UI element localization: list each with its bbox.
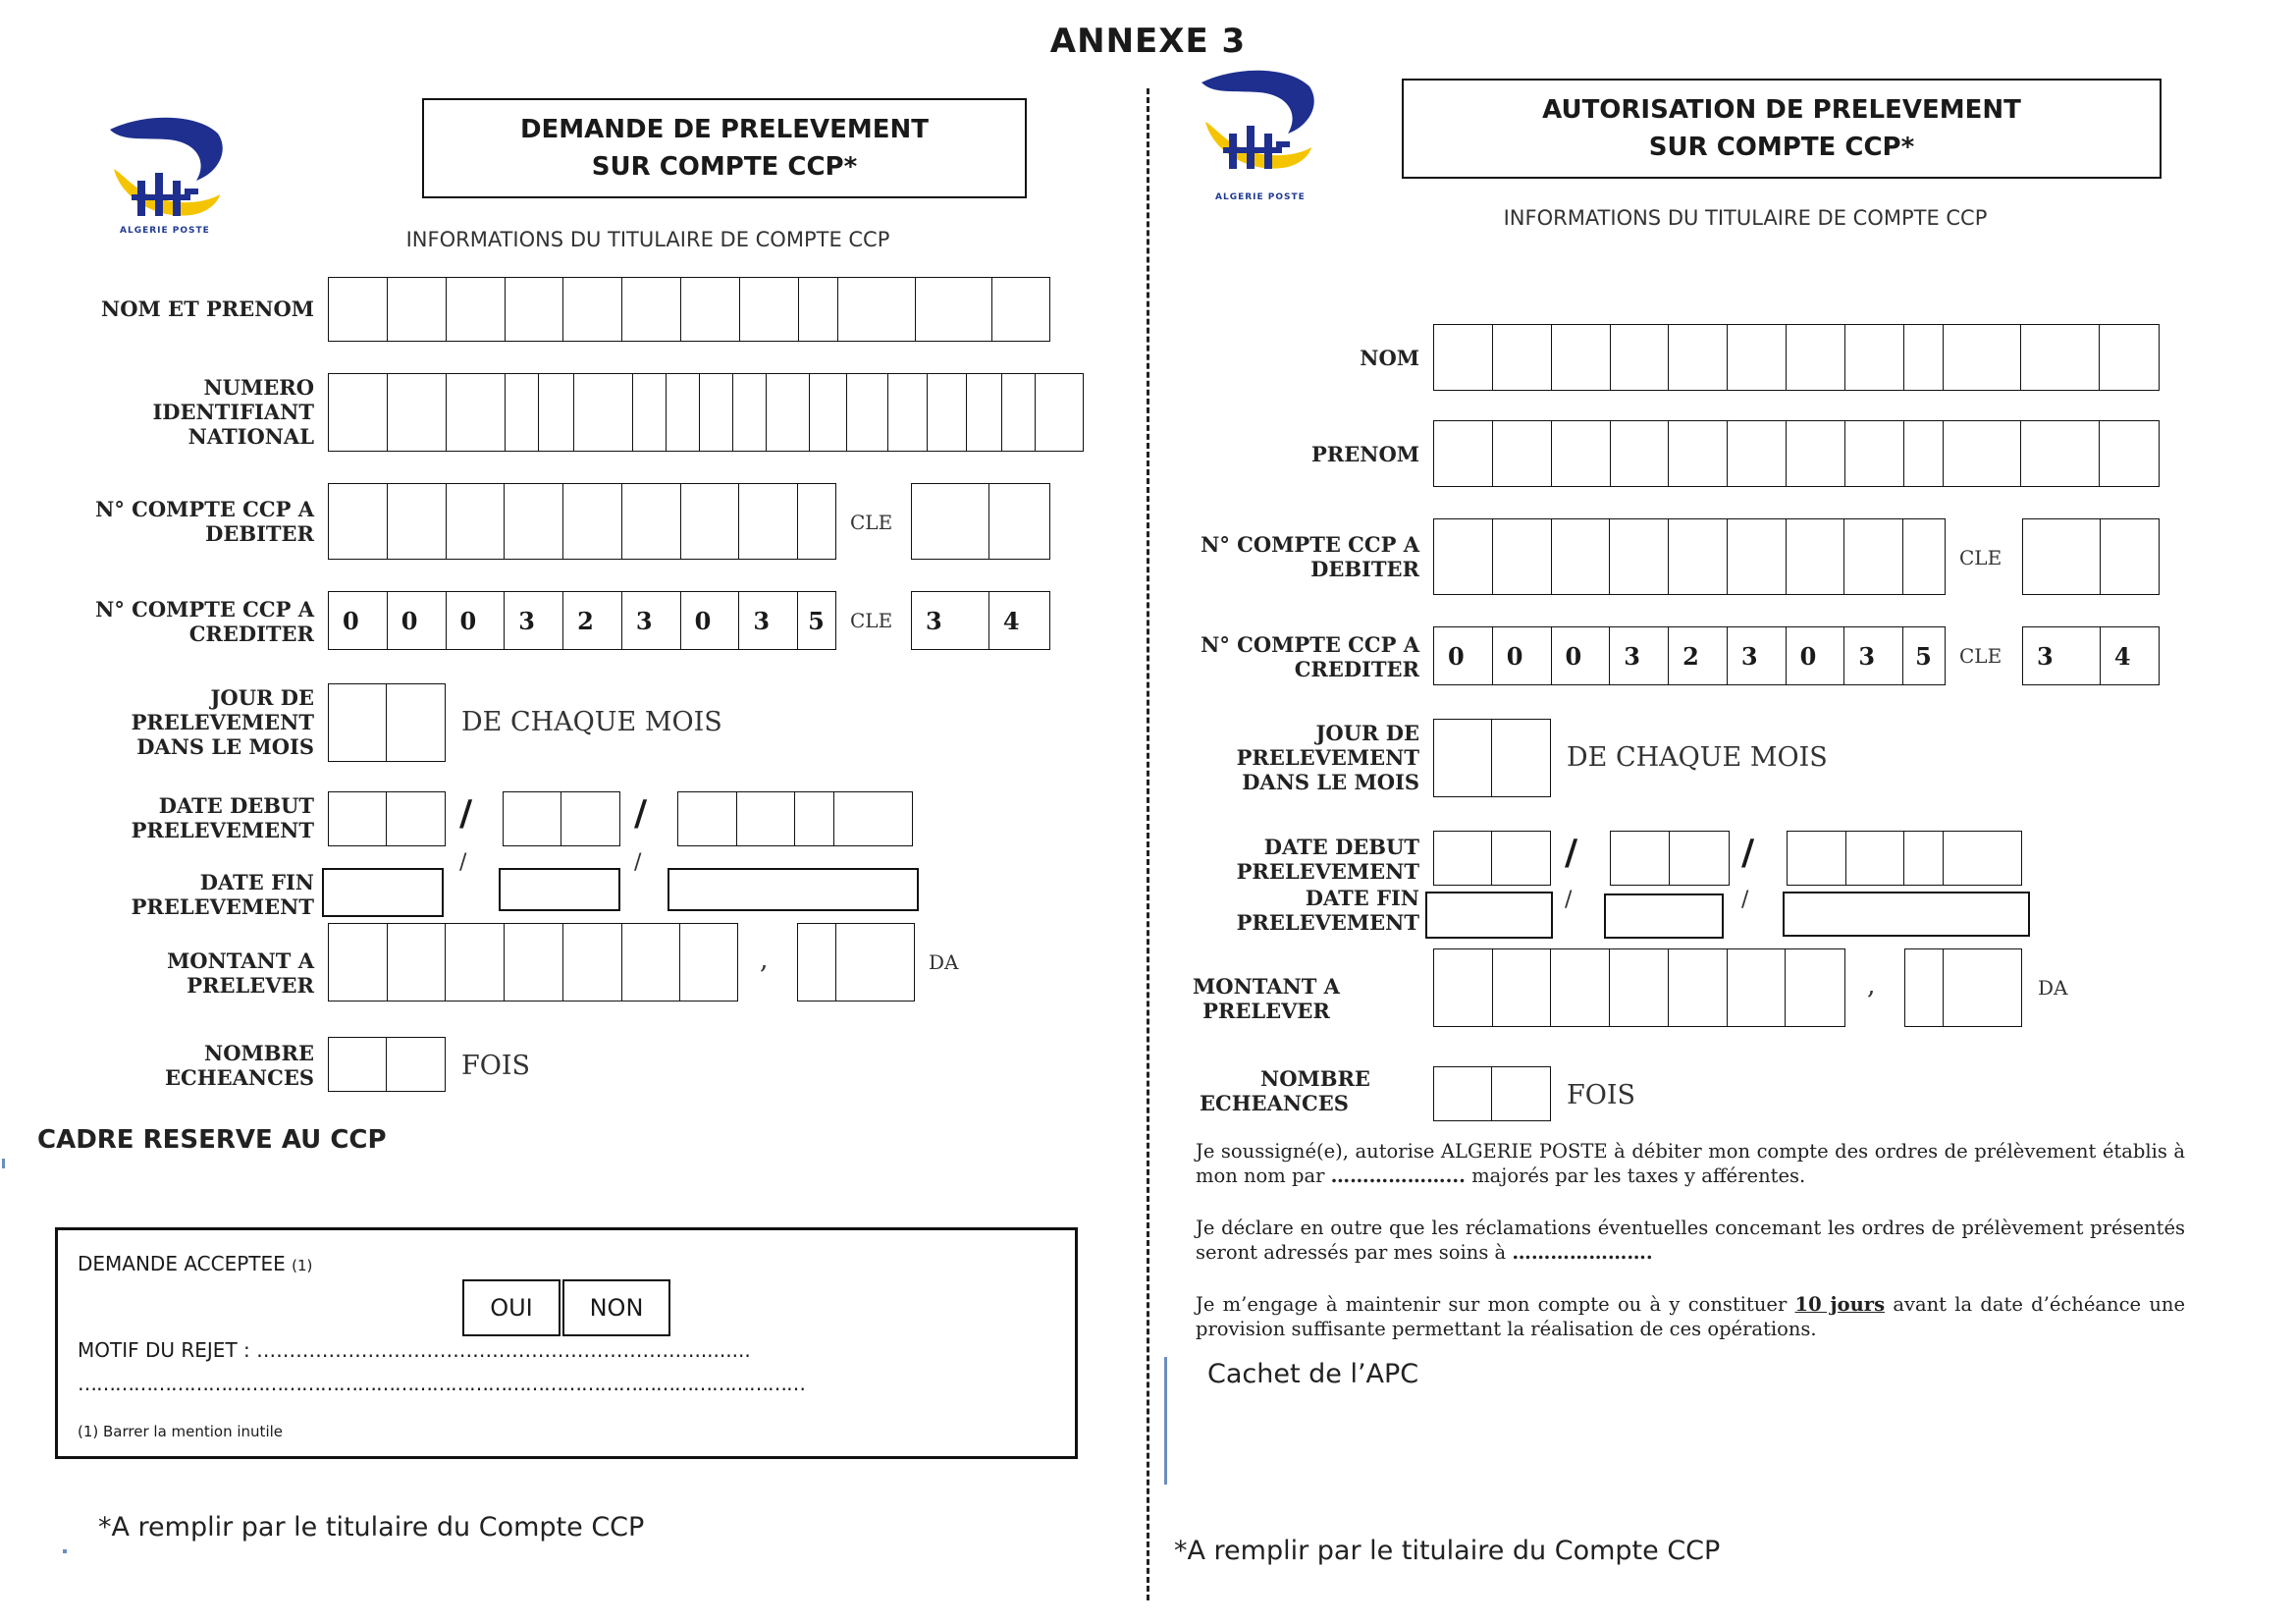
date-separator: / (1565, 833, 1578, 873)
montant-cents-field[interactable] (1904, 948, 2022, 1027)
label-nombre-line1: NOMBRE (204, 1041, 314, 1065)
credit-digit: 3 (739, 592, 798, 649)
label-montant-line2: PRELEVER (187, 973, 314, 998)
page-title: ANNEXE 3 (1049, 22, 1247, 61)
label-jour-line1: JOUR DE (210, 685, 314, 710)
label-nin (20, 375, 314, 449)
right-form-title (1402, 79, 2162, 179)
label-nombre-line2: ECHEANCES (1200, 1091, 1349, 1115)
note-reference: (1) (292, 1257, 313, 1274)
credit-digit: 3 (1610, 627, 1669, 684)
label-debit-line2: DEBITER (1310, 557, 1419, 581)
para1-text: Je soussigné(e), autorise ALGERIE POSTE à débiter mon compte des ordres de prélèvement établis à mon nom par (1196, 1140, 2185, 1187)
right-footnote: *A remplir par le titulaire du Compte CCP (1174, 1536, 1721, 1566)
decimal-comma: , (1867, 970, 1876, 1001)
label-debit-line1: N° COMPTE CCP A (95, 497, 314, 521)
right-title-line1: AUTORISATION DE PRELEVEMENT (1542, 95, 2021, 125)
cadre-reserve-heading: CADRE RESERVE AU CCP (37, 1125, 387, 1155)
cle-label-credit: CLE (850, 609, 893, 632)
cle-label-debit: CLE (850, 511, 893, 534)
demande-acceptee-label (78, 1252, 312, 1275)
credit-digit: 0 (1552, 627, 1611, 684)
label-montant (20, 948, 314, 998)
label-fin-line2: PRELEVEMENT (131, 894, 314, 919)
date-separator: / (1741, 833, 1755, 873)
para2-fill-dots: …………………. (1512, 1241, 1653, 1264)
label-jour-line3: DANS LE MOIS (1242, 770, 1419, 794)
date-debut-day-field[interactable] (1433, 831, 1551, 886)
nin-field[interactable] (328, 373, 1084, 452)
date-fin-month-field[interactable] (1604, 893, 1724, 939)
montant-field[interactable] (328, 923, 738, 1001)
margin-mark (63, 1549, 67, 1553)
date-debut-year-field[interactable] (1787, 831, 2022, 886)
cachet-apc-label: Cachet de l’APC (1207, 1359, 1419, 1389)
label-jour-line2: PRELEVEMENT (1236, 745, 1419, 770)
motif-rejet-line2[interactable]: ……………………………………………………………………………………………………… (78, 1372, 805, 1395)
label-fin-line2: PRELEVEMENT (1236, 910, 1419, 935)
label-nombre-echeances (20, 1041, 314, 1090)
algerie-poste-logo (1194, 65, 1321, 202)
credit-digit: 0 (1493, 627, 1552, 684)
cle-label-debit: CLE (1959, 546, 2002, 569)
label-debit-line1: N° COMPTE CCP A (1201, 532, 1419, 557)
logo-wordmark: ALGERIE POSTE (120, 226, 210, 236)
label-date-debut (1129, 835, 1419, 884)
de-chaque-mois-text: DE CHAQUE MOIS (461, 707, 722, 737)
label-debut-line2: PRELEVEMENT (131, 818, 314, 842)
compte-debiter-field[interactable] (1433, 518, 1946, 595)
label-debut-line1: DATE DEBUT (158, 793, 314, 818)
credit-digit: 2 (1669, 627, 1728, 684)
authorization-paragraph (1196, 1139, 2185, 1188)
date-fin-day-field[interactable] (1425, 892, 1553, 939)
right-title-line2: SUR COMPTE CCP* (1648, 133, 1915, 162)
label-nin-line2: IDENTIFIANT (152, 400, 314, 424)
label-jour-line2: PRELEVEMENT (131, 710, 314, 734)
right-subtitle: INFORMATIONS DU TITULAIRE DE COMPTE CCP (1503, 206, 1988, 230)
label-montant-line1: MONTANT A (167, 948, 314, 973)
date-separator: / (634, 793, 648, 834)
montant-cents-field[interactable] (797, 923, 915, 1001)
claims-paragraph (1196, 1216, 2185, 1265)
date-debut-year-field[interactable] (677, 791, 913, 846)
para3-text-end: avant la date d’échéance une provision suffisante permettant la réalisation de ces opérations. (1196, 1293, 2185, 1340)
label-debut-line1: DATE DEBUT (1263, 835, 1419, 859)
date-debut-month-field[interactable] (503, 791, 620, 846)
label-compte-debiter (20, 497, 314, 546)
nom-prenom-field[interactable] (328, 277, 1050, 342)
credit-digit: 0 (329, 592, 388, 649)
fois-text: FOIS (461, 1051, 531, 1081)
left-footnote: *A remplir par le titulaire du Compte CCP (98, 1512, 645, 1543)
prenom-field[interactable] (1433, 420, 2160, 487)
montant-field[interactable] (1433, 948, 1845, 1027)
label-nom: NOM (1360, 346, 1419, 370)
label-nin-line3: NATIONAL (187, 424, 314, 449)
credit-digit: 0 (1434, 627, 1493, 684)
date-separator: / (459, 793, 473, 834)
algerie-poste-logo (102, 112, 230, 240)
credit-digit: 0 (1787, 627, 1845, 684)
currency-da: DA (2038, 976, 2068, 1000)
cle-digit: 4 (2113, 641, 2131, 671)
date-fin-year-field[interactable] (667, 868, 919, 911)
credit-digit: 5 (808, 606, 825, 635)
date-separator: / (634, 850, 642, 875)
label-montant-line2: PRELEVER (1202, 999, 1330, 1023)
para1-text-end: majorés par les taxes y afférentes. (1471, 1164, 1806, 1187)
de-chaque-mois-text: DE CHAQUE MOIS (1567, 742, 1828, 773)
label-montant-line1: MONTANT A (1193, 974, 1340, 999)
currency-da: DA (929, 950, 959, 974)
para2-text: Je déclare en outre que les réclamations éventuelles concemant les ordres de prélèvement présentés seront adressés par mes soins à (1196, 1217, 2185, 1264)
date-debut-month-field[interactable] (1610, 831, 1730, 886)
credit-digit: 3 (1844, 627, 1903, 684)
label-jour-line1: JOUR DE (1315, 721, 1419, 745)
label-jour-line3: DANS LE MOIS (136, 734, 314, 759)
cle-digit: 4 (1002, 606, 1020, 635)
label-nombre-echeances (1200, 1066, 1396, 1115)
date-fin-year-field[interactable] (1783, 892, 2030, 937)
credit-digit: 3 (1728, 627, 1787, 684)
label-credit-line2: CREDITER (188, 622, 314, 646)
label-nombre-line1: NOMBRE (1260, 1066, 1370, 1091)
non-option[interactable]: NON (562, 1279, 670, 1336)
date-debut-day-field[interactable] (328, 791, 446, 846)
label-debut-line2: PRELEVEMENT (1236, 859, 1419, 884)
oui-option[interactable]: OUI (462, 1279, 561, 1336)
compte-debiter-field[interactable] (328, 483, 836, 560)
left-subtitle: INFORMATIONS DU TITULAIRE DE COMPTE CCP (405, 228, 890, 251)
date-separator: / (459, 850, 467, 875)
cle-debit-field[interactable] (2022, 518, 2160, 595)
demande-acceptee-text: DEMANDE ACCEPTEE (78, 1252, 286, 1275)
cle-label-credit: CLE (1959, 644, 2002, 668)
logo-wordmark: ALGERIE POSTE (1215, 192, 1306, 202)
credit-digit: 3 (622, 592, 681, 649)
cle-credit-field (911, 591, 1050, 650)
credit-digit: 5 (1915, 641, 1932, 671)
date-fin-month-field[interactable] (499, 868, 620, 911)
label-fin-line1: DATE FIN (199, 870, 314, 894)
ccp-reserved-frame (55, 1227, 1078, 1459)
margin-mark (2, 1159, 5, 1168)
label-montant (1129, 974, 1404, 1023)
label-credit-line1: N° COMPTE CCP A (1201, 632, 1419, 657)
label-credit-line2: CREDITER (1294, 657, 1419, 681)
nombre-echeances-field[interactable] (328, 1037, 446, 1092)
date-separator: / (1565, 888, 1573, 912)
label-prenom: PRENOM (1311, 442, 1419, 466)
credit-digit: 2 (563, 592, 622, 649)
compte-crediter-field (328, 591, 836, 650)
barrer-mention-note: (1) Barrer la mention inutile (78, 1423, 284, 1440)
date-fin-day-field[interactable] (322, 868, 444, 917)
label-jour-prelevement (20, 685, 314, 759)
fois-text: FOIS (1567, 1080, 1636, 1110)
provision-paragraph (1196, 1292, 2185, 1341)
para3-days: 10 jours (1794, 1293, 1886, 1316)
jour-field[interactable] (1433, 719, 1551, 797)
label-credit-line1: N° COMPTE CCP A (95, 597, 314, 622)
cle-credit-field (2022, 626, 2160, 685)
label-compte-debiter (1129, 532, 1419, 581)
label-date-debut (20, 793, 314, 842)
credit-digit: 0 (388, 592, 447, 649)
label-nom-prenom: NOM ET PRENOM (101, 297, 314, 321)
left-form-title (422, 98, 1027, 198)
label-date-fin (1129, 886, 1419, 935)
credit-digit: 0 (447, 592, 506, 649)
label-date-fin (20, 870, 314, 919)
credit-digit: 3 (505, 592, 563, 649)
label-fin-line1: DATE FIN (1305, 886, 1419, 910)
label-compte-crediter (1129, 632, 1419, 681)
date-separator: / (1741, 888, 1749, 912)
nom-field[interactable] (1433, 324, 2160, 391)
motif-rejet-field[interactable]: MOTIF DU REJET : ……………………………………………………….…......... (78, 1338, 751, 1362)
cle-digit: 3 (912, 592, 989, 649)
label-debit-line2: DEBITER (205, 521, 314, 546)
jour-field[interactable] (328, 683, 446, 762)
left-title-line2: SUR COMPTE CCP* (591, 152, 858, 182)
left-title-line1: DEMANDE DE PRELEVEMENT (519, 115, 930, 144)
credit-digit: 0 (681, 592, 740, 649)
cle-debit-field[interactable] (911, 483, 1050, 560)
label-nin-line1: NUMERO (203, 375, 314, 400)
label-compte-crediter (20, 597, 314, 646)
para3-text: Je m’engage à maintenir sur mon compte ou à y constituer (1196, 1293, 1795, 1316)
nombre-echeances-field[interactable] (1433, 1066, 1551, 1121)
cle-digit: 3 (2023, 627, 2101, 684)
label-jour-prelevement (1129, 721, 1419, 794)
compte-crediter-field (1433, 626, 1946, 685)
label-nombre-line2: ECHEANCES (165, 1065, 314, 1090)
para1-fill-dots: ………………... (1330, 1164, 1466, 1187)
cachet-margin-bar (1164, 1357, 1167, 1485)
decimal-comma: , (760, 945, 769, 975)
